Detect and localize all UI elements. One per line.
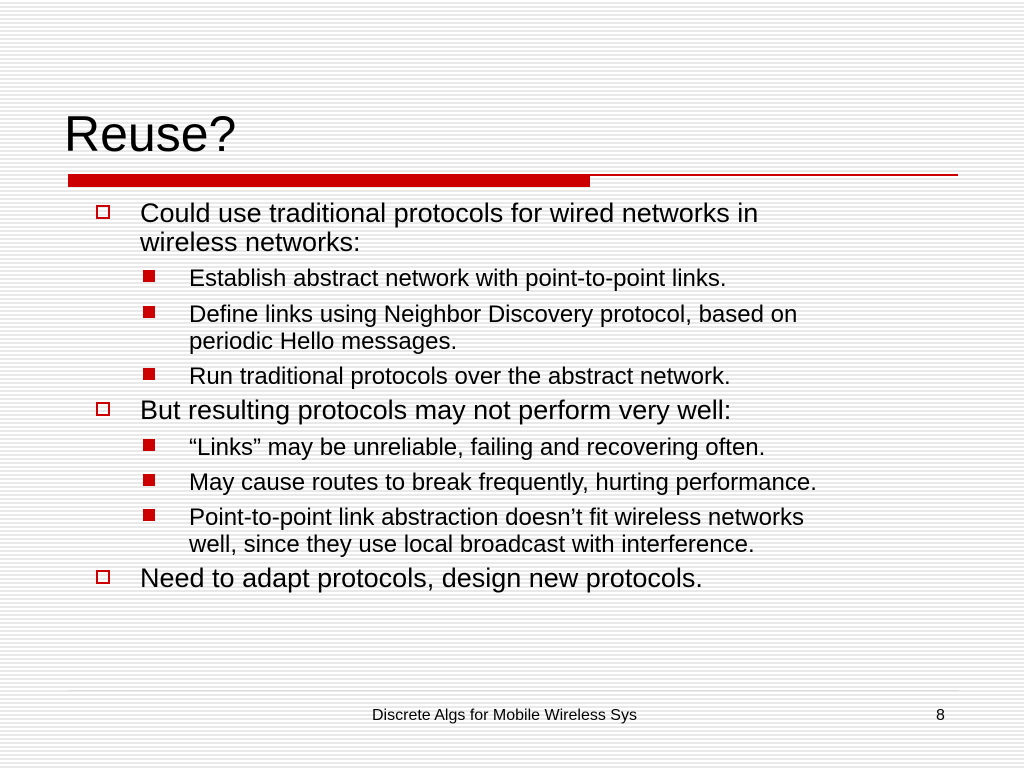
hollow-square-bullet-icon <box>96 402 110 416</box>
footer-divider <box>68 690 958 691</box>
sub-bullet-1-1: Establish abstract network with point-to-point links. <box>189 265 727 292</box>
bullet-1-text: Could use traditional protocols for wired networks in <box>140 198 759 228</box>
sub-bullet-2-3-continuation: well, since they use local broadcast with interference. <box>189 531 755 558</box>
sub-bullet-1-2-continuation: periodic Hello messages. <box>189 328 458 355</box>
bullet-3-text: Need to adapt protocols, design new protocols. <box>140 563 703 593</box>
filled-square-bullet-icon <box>143 439 155 451</box>
sub-bullet-1-2: Define links using Neighbor Discovery protocol, based on <box>189 301 798 328</box>
slide-title: Reuse? <box>64 106 237 162</box>
filled-square-bullet-icon <box>143 306 155 318</box>
sub-bullet-2-1: “Links” may be unreliable, failing and recovering often. <box>189 434 766 461</box>
sub-bullet-2-2: May cause routes to break frequently, hurting performance. <box>189 469 817 496</box>
page-number: 8 <box>936 707 945 724</box>
filled-square-bullet-icon <box>143 474 155 486</box>
footer-text: Discrete Algs for Mobile Wireless Sys <box>372 707 637 724</box>
hollow-square-bullet-icon <box>96 205 110 219</box>
bullet-1-continuation: wireless networks: <box>140 227 361 257</box>
sub-bullet-1-3: Run traditional protocols over the abstract network. <box>189 363 731 390</box>
filled-square-bullet-icon <box>143 368 155 380</box>
sub-bullet-2-3: Point-to-point link abstraction doesn’t fit wireless networks <box>189 504 804 531</box>
hollow-square-bullet-icon <box>96 570 110 584</box>
filled-square-bullet-icon <box>143 270 155 282</box>
bullet-2-text: But resulting protocols may not perform very well: <box>140 395 732 425</box>
filled-square-bullet-icon <box>143 509 155 521</box>
